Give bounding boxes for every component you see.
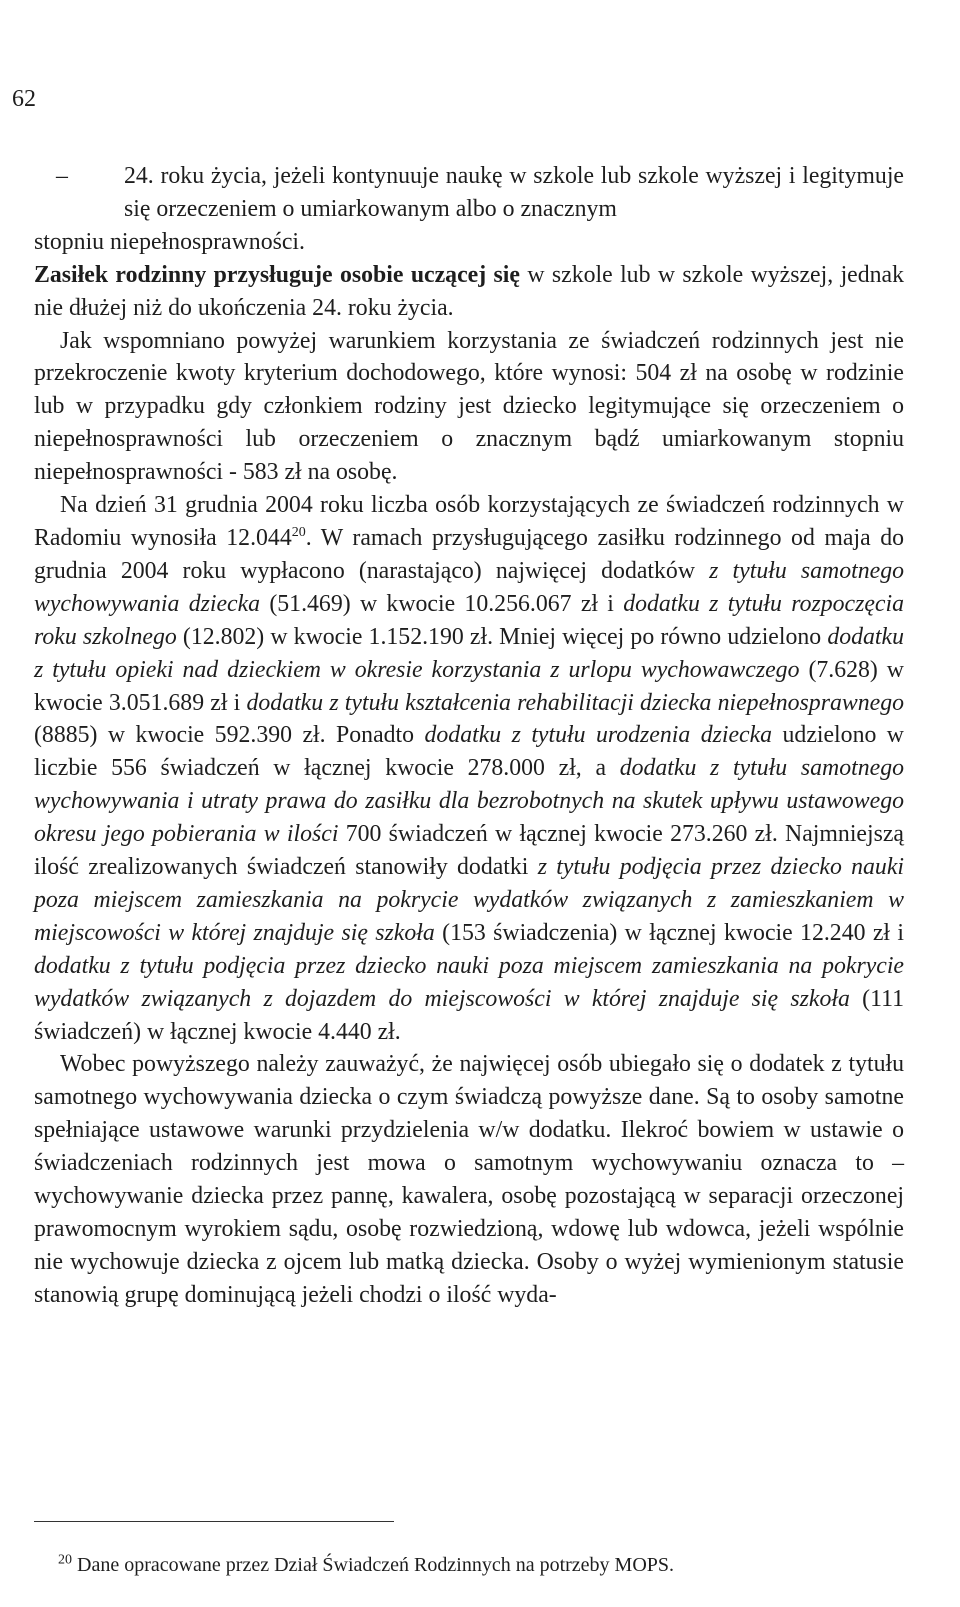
text-run: (51.469) w kwocie 10.256.067 zł i (260, 590, 624, 617)
paragraph-wnioski: Wobec powyższego należy zauważyć, że najwięcej osób ubiegało się o dodatek z tytułu samotnego wychowywania dziecka o czym świadczą powyższe dane. Są to osoby samotne spełniające ustawowe warunki przydzielenia w/w dodatku. Ilekroć bowiem w ustawie o świadczeniach rodzinnych jest mowa o samotnym wychowywaniu oznacza to – wychowywanie dziecka przez pannę, kawalera, osobę pozostającą w separacji orzeczonej prawomocnym wyrokiem sądu, osobę rozwiedzioną, wdowę lub wdowca, jeżeli wspólnie nie wychowuje dziecka z ojcem lub matką dziecka. Osoby o wyżej wymienionym statusie stanowią grupę dominującą jeżeli chodzi o ilość wyda- (34, 1051, 904, 1308)
text-run: udzielono w liczbie 556 świadczeń w łącznej kwocie 278.000 zł, a (34, 722, 904, 782)
italic-run: dodatku z tytułu kształcenia rehabilitacji dziecka niepełnosprawnego (246, 689, 904, 716)
text-run: Na dzień 31 grudnia 2004 roku liczba osób korzystających ze świadczeń rodzinnych w Radomiu wynosiła 12.044 (34, 492, 904, 551)
text-run: (153 świadczenia) w łącznej kwocie 12.240 zł i (434, 919, 904, 946)
footnote-mark: 20 (58, 1552, 72, 1568)
italic-run: dodatku z tytułu urodzenia dziecka (424, 722, 773, 749)
page-number: 62 (12, 86, 36, 112)
list-item (34, 160, 904, 226)
list-item-continuation: stopniu niepełnosprawności. (34, 228, 305, 255)
bold-lead: Zasiłek rodzinny przysługuje osobie uczącej się (34, 261, 520, 288)
italic-run: dodatku z tytułu opieki nad dzieckiem w okresie korzystania z urlopu wychowawczego (34, 623, 904, 683)
body-text (34, 160, 904, 1312)
text-run: (111 świadczeń) w łącznej kwocie 4.440 zł. (34, 985, 905, 1045)
italic-run: dodatku z tytułu podjęcia przez dziecko nauki poza miejscem zamieszkania na pokrycie wydatków związanych z dojazdem do miejscowości w której znajduje się szkoła (34, 952, 904, 1012)
footnote-text: Dane opracowane przez Dział Świadczeń Rodzinnych na potrzeby MOPS. (72, 1554, 675, 1576)
paragraph-zasilek (34, 259, 904, 325)
paragraph-kryterium: Jak wspomniano powyżej warunkiem korzystania ze świadczeń rodzinnych jest nie przekroczenie kwoty kryterium dochodowego, które wynosi: 504 zł na osobę w rodzinie lub w przypadku gdy członkiem rodziny jest dziecko legitymujące się orzeczeniem o niepełnosprawności lub orzeczeniem o znacznym bądź umiarkowanym stopniu niepełnosprawności - 583 zł na osobę. (34, 327, 904, 486)
list-dash: – (56, 163, 68, 189)
text-run: 700 świadczeń w łącznej kwocie 273.260 zł. Najmniejszą ilość zrealizowanych świadczeń stanowiły dodatki (34, 821, 904, 881)
text-run: (8885) w kwocie 592.390 zł. Ponadto (34, 722, 425, 749)
italic-run: z tytułu samotnego wychowywania dziecka (34, 557, 904, 617)
italic-run: dodatku z tytułu rozpoczęcia roku szkolnego (34, 590, 904, 650)
text-run: (7.628) w kwocie 3.051.689 zł i (34, 656, 904, 716)
text-run: (12.802) w kwocie 1.152.190 zł. Mniej więcej po równo udzielono (176, 623, 828, 650)
footnote-separator (34, 1521, 394, 1522)
italic-run: z tytułu podjęcia przez dziecko nauki poza miejscem zamieszkania na pokrycie wydatków związanych z zamieszkaniem w miejscowości w której znajduje się szkoła (34, 854, 904, 946)
list-item-text: 24. roku życia, jeżeli kontynuuje naukę w szkole lub szkole wyższej i legitymuje się orzeczeniem o umiarkowanym albo o znacznym (124, 163, 904, 222)
text-run: . W ramach przysługującego zasiłku rodzinnego od maja do grudnia 2004 roku wypłacono (narastająco) najwięcej dodatków (34, 524, 904, 584)
footnote-ref: 20 (291, 525, 306, 541)
italic-run: dodatku z tytułu samotnego wychowywania i utraty prawa do zasiłku dla bezrobotnych na skutek upływu ustawowego okresu jego pobierania w ilości (34, 755, 904, 848)
paragraph-text: w szkole lub w szkole wyższej, jednak nie dłużej niż do ukończenia 24. roku życia. (34, 261, 904, 321)
footnote (58, 1552, 898, 1578)
paragraph-statystyka (34, 489, 904, 1048)
